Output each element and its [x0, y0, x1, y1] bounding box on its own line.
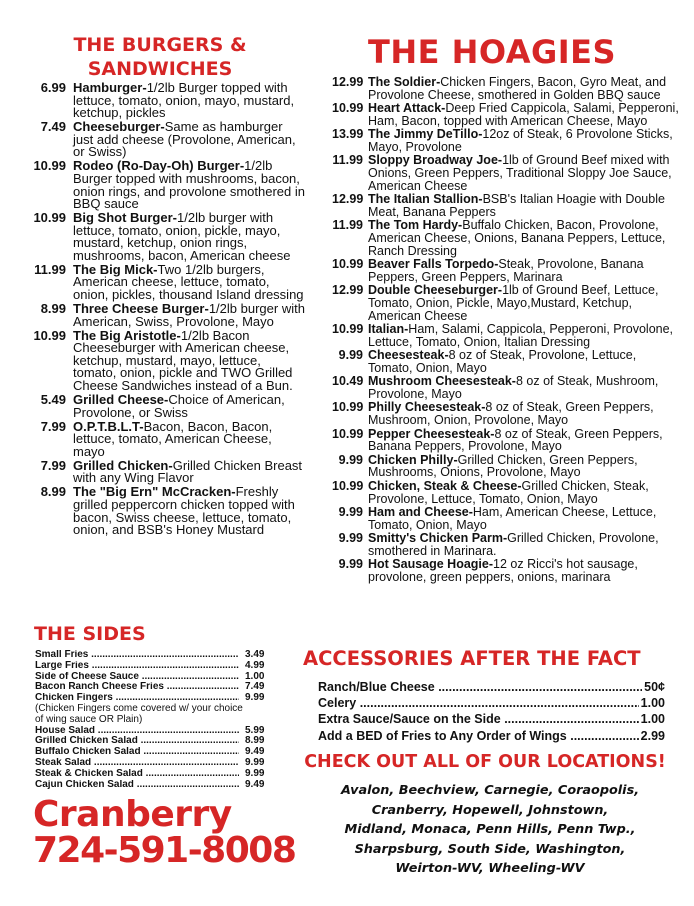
- locations-line: Sharpsburg, South Side, Washington,: [354, 841, 626, 857]
- burger-item-description: Choice of American, Provolone, or Swiss: [73, 391, 285, 420]
- hoagie-item: [332, 428, 680, 454]
- side-row: [35, 769, 275, 780]
- hoagie-item-name: Mushroom Cheesesteak-: [368, 374, 516, 389]
- hoagie-item-text: [368, 506, 680, 532]
- hoagie-item-name: Double Cheeseburger-: [368, 283, 503, 298]
- burger-item: [30, 457, 305, 486]
- burger-item-name: Cheeseburger-: [73, 119, 165, 135]
- hoagie-item-price: 9.99: [338, 452, 363, 467]
- side-price: 4.99: [245, 659, 265, 671]
- hoagie-item-name: The Tom Hardy-: [368, 218, 463, 233]
- burger-item: [30, 160, 305, 210]
- hoagie-item-description: Grilled Chicken, Provolone, smothered in Marinara.: [368, 530, 659, 558]
- side-price: 9.99: [245, 692, 265, 704]
- hoagie-item-name: Hot Sausage Hoagie-: [368, 556, 494, 571]
- hoagie-item-text: [368, 401, 680, 427]
- hoagie-item: [332, 532, 680, 558]
- burger-item-text: [73, 486, 305, 536]
- accessory-row: [318, 711, 665, 727]
- side-row: [35, 672, 275, 683]
- accessory-name: Extra Sauce/Sauce on the Side .....: [318, 711, 639, 727]
- hoagie-item: [332, 401, 680, 427]
- side-price: 9.49: [245, 778, 265, 790]
- hoagie-item-name: The Jimmy DeTillo-: [368, 127, 483, 142]
- hoagie-item-price: 10.99: [332, 322, 364, 337]
- hoagie-item-description: Ham, American Cheese, Lettuce, Tomato, Onion, Mayo: [368, 504, 657, 532]
- hoagie-item-description: 1lb of Ground Beef mixed with Onions, Green Peppers, Traditional Sloppy Joe Sauce, American Cheese: [368, 153, 672, 193]
- hoagie-item-price: 10.99: [332, 101, 364, 116]
- side-price: 8.99: [245, 735, 265, 747]
- hoagie-item-text: [368, 349, 680, 375]
- hoagie-item: [332, 128, 680, 154]
- hoagie-item-text: [368, 558, 680, 584]
- side-name: Chicken Fingers .....: [35, 693, 239, 704]
- side-name: House Salad .....: [35, 726, 239, 737]
- hoagie-item-name: Sloppy Broadway Joe-: [368, 153, 503, 168]
- accessory-price: 2.99: [640, 728, 665, 743]
- hoagie-item-description: Steak, Provolone, Banana Peppers, Green Peppers, Marinara: [368, 257, 644, 284]
- store-name: Cranberry: [33, 794, 232, 835]
- hoagie-item: [332, 284, 680, 322]
- hoagie-item-description: 8 oz of Steak, Mushroom, Provolone, Mayo: [368, 374, 659, 402]
- hoagie-item-text: [368, 193, 680, 219]
- side-row: [35, 780, 275, 791]
- side-row: [35, 650, 275, 661]
- burgers-heading-line2: SANDWICHES: [87, 58, 233, 80]
- burger-item-text: [73, 212, 305, 262]
- hoagie-item-description: Ham, Salami, Cappicola, Pepperoni, Provolone, Lettuce, Tomato, Onion, Italian Dressing: [368, 322, 674, 349]
- burger-item-text: [73, 418, 305, 459]
- burger-item-text: [73, 457, 305, 486]
- side-name: Large Fries .....: [35, 661, 239, 672]
- accessory-price: 1.00: [640, 696, 665, 711]
- hoagie-item-price: 11.99: [332, 153, 363, 168]
- burgers-menu: [30, 82, 305, 538]
- hoagie-item-text: [368, 323, 680, 349]
- hoagie-item-price: 11.99: [332, 218, 363, 233]
- hoagie-item-text: [368, 428, 680, 454]
- hoagie-item-text: [368, 454, 680, 480]
- hoagie-item-text: [368, 219, 680, 257]
- burger-item-name: The "Big Ern" McCracken-: [73, 484, 236, 500]
- hoagie-item-price: 12.99: [332, 192, 364, 207]
- burger-item: [30, 303, 305, 328]
- hoagies-heading: THE HOAGIES: [368, 33, 617, 71]
- burger-item-price: 10.99: [33, 158, 66, 174]
- burger-item-description: Grilled Chicken Breast with any Wing Flavor: [73, 457, 303, 486]
- hoagie-item-description: 12 oz Ricci's hot sausage, provolone, green peppers, onions, marinara: [368, 556, 638, 584]
- burger-item-price: 7.99: [40, 418, 66, 434]
- accessories-menu: [318, 679, 665, 744]
- sides-list: [35, 650, 275, 704]
- burger-item-name: Grilled Cheese-: [73, 391, 169, 407]
- hoagie-item-name: Philly Cheesesteak-: [368, 400, 486, 415]
- burger-item: [30, 212, 305, 262]
- hoagie-item: [332, 375, 680, 401]
- burger-item-name: Grilled Chicken-: [73, 457, 173, 473]
- hoagie-item: [332, 480, 680, 506]
- burger-item-description: Two 1/2lb burgers, American cheese, lettuce, tomato, onion, pickles, thousand Island dressing: [73, 261, 304, 303]
- burger-item-name: The Big Mick-: [73, 261, 158, 277]
- hoagie-item-price: 10.99: [332, 257, 364, 272]
- locations-line: Avalon, Beechview, Carnegie, Coraopolis,: [340, 783, 640, 798]
- sides-note: (Chicken Fingers come covered w/ your choice of wing sauce OR Plain): [35, 702, 243, 725]
- burger-item-name: Three Cheese Burger-: [73, 301, 209, 317]
- burger-item-price: 7.99: [40, 457, 66, 473]
- burger-item-name: Rodeo (Ro-Day-Oh) Burger-: [73, 158, 245, 174]
- hoagie-item: [332, 454, 680, 480]
- burger-item-price: 11.99: [34, 261, 66, 277]
- hoagie-item-text: [368, 480, 680, 506]
- burger-item-price: 10.99: [33, 210, 66, 226]
- hoagie-item-description: Grilled Chicken, Green Peppers, Mushrooms, Onions, Provolone, Mayo: [368, 452, 638, 480]
- side-price: 7.49: [245, 681, 265, 693]
- hoagie-item-description: 8 oz of Steak, Green Peppers, Banana Peppers, Provolone, Mayo: [368, 426, 663, 454]
- locations-line: Midland, Monaca, Penn Hills, Penn Twp.,: [344, 822, 636, 837]
- burger-item-description: Bacon, Bacon, Bacon, lettuce, tomato, American Cheese, mayo: [73, 418, 273, 459]
- sides-heading: THE SIDES: [34, 623, 146, 645]
- hoagie-item: [332, 193, 680, 219]
- hoagie-item: [332, 506, 680, 532]
- burger-item-price: 10.99: [33, 327, 66, 343]
- sides-list-salads: [35, 726, 275, 791]
- hoagie-item-description: BSB's Italian Hoagie with Double Meat, Banana Peppers: [368, 192, 665, 219]
- burger-item-name: O.P.T.B.L.T-: [73, 418, 144, 434]
- hoagie-item-name: Chicken, Steak & Cheese-: [368, 478, 522, 493]
- hoagie-item-name: The Soldier-: [368, 75, 441, 89]
- burger-item-text: [73, 82, 305, 120]
- side-price: 5.99: [245, 724, 265, 736]
- hoagie-item-name: Italian-: [368, 322, 409, 337]
- hoagie-item: [332, 219, 680, 257]
- hoagies-menu: [332, 76, 680, 584]
- accessory-row: [318, 695, 665, 711]
- burgers-heading: [60, 33, 260, 81]
- hoagie-item-description: 12oz of Steak, 6 Provolone Sticks, Mayo, Provolone: [368, 127, 673, 154]
- hoagie-item-name: Ham and Cheese-: [368, 504, 473, 519]
- side-row: [35, 747, 275, 758]
- hoagie-item-text: [368, 154, 680, 192]
- side-price: 9.99: [245, 767, 265, 779]
- burger-item: [30, 121, 305, 159]
- burger-item-name: Hamburger-: [73, 80, 147, 95]
- hoagie-item-price: 10.99: [332, 400, 364, 415]
- hoagie-item-description: 8 oz of Steak, Green Peppers, Mushroom, Onion, Provolone, Mayo: [368, 400, 654, 428]
- hoagie-item-text: [368, 284, 680, 322]
- burger-item: [30, 486, 305, 536]
- accessory-price: 1.00: [640, 712, 665, 727]
- hoagie-item-name: Smitty's Chicken Parm-: [368, 530, 508, 545]
- hoagie-item-description: Deep Fried Cappicola, Salami, Pepperoni, Ham, Bacon, topped with American Cheese, Mayo: [368, 101, 679, 128]
- side-name: Buffalo Chicken Salad .....: [35, 747, 239, 758]
- burger-item: [30, 261, 305, 303]
- side-row: [35, 736, 275, 747]
- hoagie-item-name: Cheesesteak-: [368, 348, 449, 363]
- side-row: [35, 682, 275, 693]
- side-row: [35, 726, 275, 737]
- burger-item-text: [73, 327, 305, 393]
- burger-item-description: 1/2lb burger with American, Swiss, Provolone, Mayo: [73, 301, 305, 329]
- side-row: [35, 661, 275, 672]
- locations-heading: CHECK OUT ALL OF OUR LOCATIONS!: [304, 752, 666, 772]
- locations-line: Cranberry, Hopewell, Johnstown,: [371, 802, 609, 818]
- hoagie-item-description: 8 oz of Steak, Provolone, Lettuce, Tomato, Onion, Mayo: [368, 348, 637, 376]
- burgers-heading-line1: THE BURGERS &: [73, 34, 247, 56]
- hoagie-item-price: 10.99: [332, 426, 364, 441]
- side-name: Steak Salad .....: [35, 758, 239, 769]
- hoagie-item: [332, 154, 680, 192]
- burger-item-price: 7.49: [40, 119, 66, 135]
- burger-item-text: [73, 261, 305, 303]
- accessories-heading: ACCESSORIES AFTER THE FACT: [303, 647, 641, 670]
- side-name: Small Fries .....: [35, 650, 239, 661]
- burger-item: [30, 391, 305, 420]
- hoagie-item-name: The Italian Stallion-: [368, 192, 483, 207]
- sides-menu: [35, 650, 275, 790]
- side-name: Side of Cheese Sauce .....: [35, 672, 239, 683]
- hoagie-item: [332, 76, 680, 102]
- side-price: 9.49: [245, 746, 265, 758]
- burger-item-name: Big Shot Burger-: [73, 210, 177, 226]
- hoagie-item-description: Chicken Fingers, Bacon, Gyro Meat, and Provolone Cheese, smothered in Golden BBQ sauce: [368, 75, 667, 102]
- burger-item-price: 6.99: [40, 80, 66, 95]
- hoagie-item-price: 9.99: [338, 556, 363, 571]
- hoagie-item-price: 9.99: [338, 504, 363, 519]
- burger-item-description: 1/2lb burger with lettuce, tomato, onion, pickle, mayo, mustard, ketchup, onion rings, mushrooms, bacon, American cheese: [73, 210, 291, 263]
- side-name: Cajun Chicken Salad .....: [35, 780, 239, 791]
- hoagie-item-name: Pepper Cheesesteak-: [368, 426, 495, 441]
- burger-item-price: 5.49: [40, 391, 66, 407]
- hoagie-item-name: Chicken Philly-: [368, 452, 458, 467]
- locations-list: [330, 781, 650, 879]
- burger-item-text: [73, 303, 305, 328]
- hoagie-item-price: 13.99: [332, 127, 364, 142]
- burger-item-description: 1/2lb Burger topped with mushrooms, bacon, onion rings, and provolone smothered in BBQ sauce: [73, 158, 305, 212]
- accessory-name: Add a BED of Fries to Any Order of Wings .....: [318, 728, 639, 744]
- hoagie-item-price: 10.49: [332, 374, 364, 389]
- hoagie-item-text: [368, 102, 680, 128]
- burger-item-text: [73, 160, 305, 210]
- hoagie-item-text: [368, 128, 680, 154]
- hoagie-item-text: [368, 76, 680, 102]
- side-row: [35, 758, 275, 769]
- hoagie-item: [332, 349, 680, 375]
- hoagie-item: [332, 102, 680, 128]
- burger-item: [30, 82, 305, 120]
- accessory-name: Ranch/Blue Cheese .....: [318, 679, 642, 695]
- burger-item-name: The Big Aristotle-: [73, 327, 181, 343]
- hoagie-item: [332, 258, 680, 284]
- side-name: Grilled Chicken Salad .....: [35, 736, 239, 747]
- accessory-name: Celery .....: [318, 695, 639, 711]
- accessory-price: 50¢: [644, 680, 665, 694]
- burger-item-description: Same as hamburger just add cheese (Provolone, American, or Swiss): [73, 119, 296, 160]
- burger-item-text: [73, 121, 305, 159]
- hoagie-item-name: Beaver Falls Torpedo-: [368, 257, 499, 272]
- hoagie-item-price: 9.99: [338, 348, 363, 363]
- hoagie-item-description: Buffalo Chicken, Bacon, Provolone, American Cheese, Onions, Banana Peppers, Lettuce, Ranch Dressing: [368, 218, 666, 258]
- burger-item-description: 1/2lb Bacon Cheeseburger with American cheese, ketchup, mustard, mayo, lettuce, tomato, onion, pickle and TWO Grilled Cheese Sandwiches instead of a Bun.: [73, 327, 293, 393]
- burger-item-text: [73, 391, 305, 420]
- accessory-row: [318, 679, 665, 695]
- side-price: 9.99: [245, 756, 265, 768]
- burger-item-price: 8.99: [40, 301, 66, 317]
- side-name: Steak & Chicken Salad .....: [35, 769, 239, 780]
- burger-item: [30, 327, 305, 393]
- accessory-row: [318, 728, 665, 744]
- hoagie-item-price: 12.99: [332, 75, 364, 89]
- hoagie-item-text: [368, 375, 680, 401]
- hoagie-item-description: Grilled Chicken, Steak, Provolone, Lettuce, Tomato, Onion, Mayo: [368, 478, 649, 506]
- burger-item-description: Freshly grilled peppercorn chicken topped with bacon, Swiss cheese, lettuce, tomato, onion, and BSB's Honey Mustard: [73, 484, 295, 538]
- side-price: 3.49: [245, 649, 265, 660]
- hoagie-item-price: 12.99: [332, 283, 364, 298]
- burger-item-description: 1/2lb Burger topped with lettuce, tomato, onion, mayo, mustard, ketchup, pickles: [73, 80, 295, 121]
- hoagie-item: [332, 323, 680, 349]
- burger-item: [30, 418, 305, 459]
- hoagie-item-text: [368, 258, 680, 284]
- hoagie-item-description: 1lb of Ground Beef, Lettuce, Tomato, Onion, Pickle, Mayo,Mustard, Ketchup, American Cheese: [368, 283, 659, 323]
- side-price: 1.00: [245, 670, 265, 682]
- hoagie-item: [332, 558, 680, 584]
- burger-item-price: 8.99: [40, 484, 66, 500]
- store-phone: 724-591-8008: [33, 830, 296, 871]
- side-name: Bacon Ranch Cheese Fries .....: [35, 682, 239, 693]
- hoagie-item-price: 9.99: [338, 530, 363, 545]
- hoagie-item-text: [368, 532, 680, 558]
- hoagie-item-price: 10.99: [332, 478, 364, 493]
- locations-line: Weirton-WV, Wheeling-WV: [395, 861, 585, 876]
- hoagie-item-name: Heart Attack-: [368, 101, 446, 116]
